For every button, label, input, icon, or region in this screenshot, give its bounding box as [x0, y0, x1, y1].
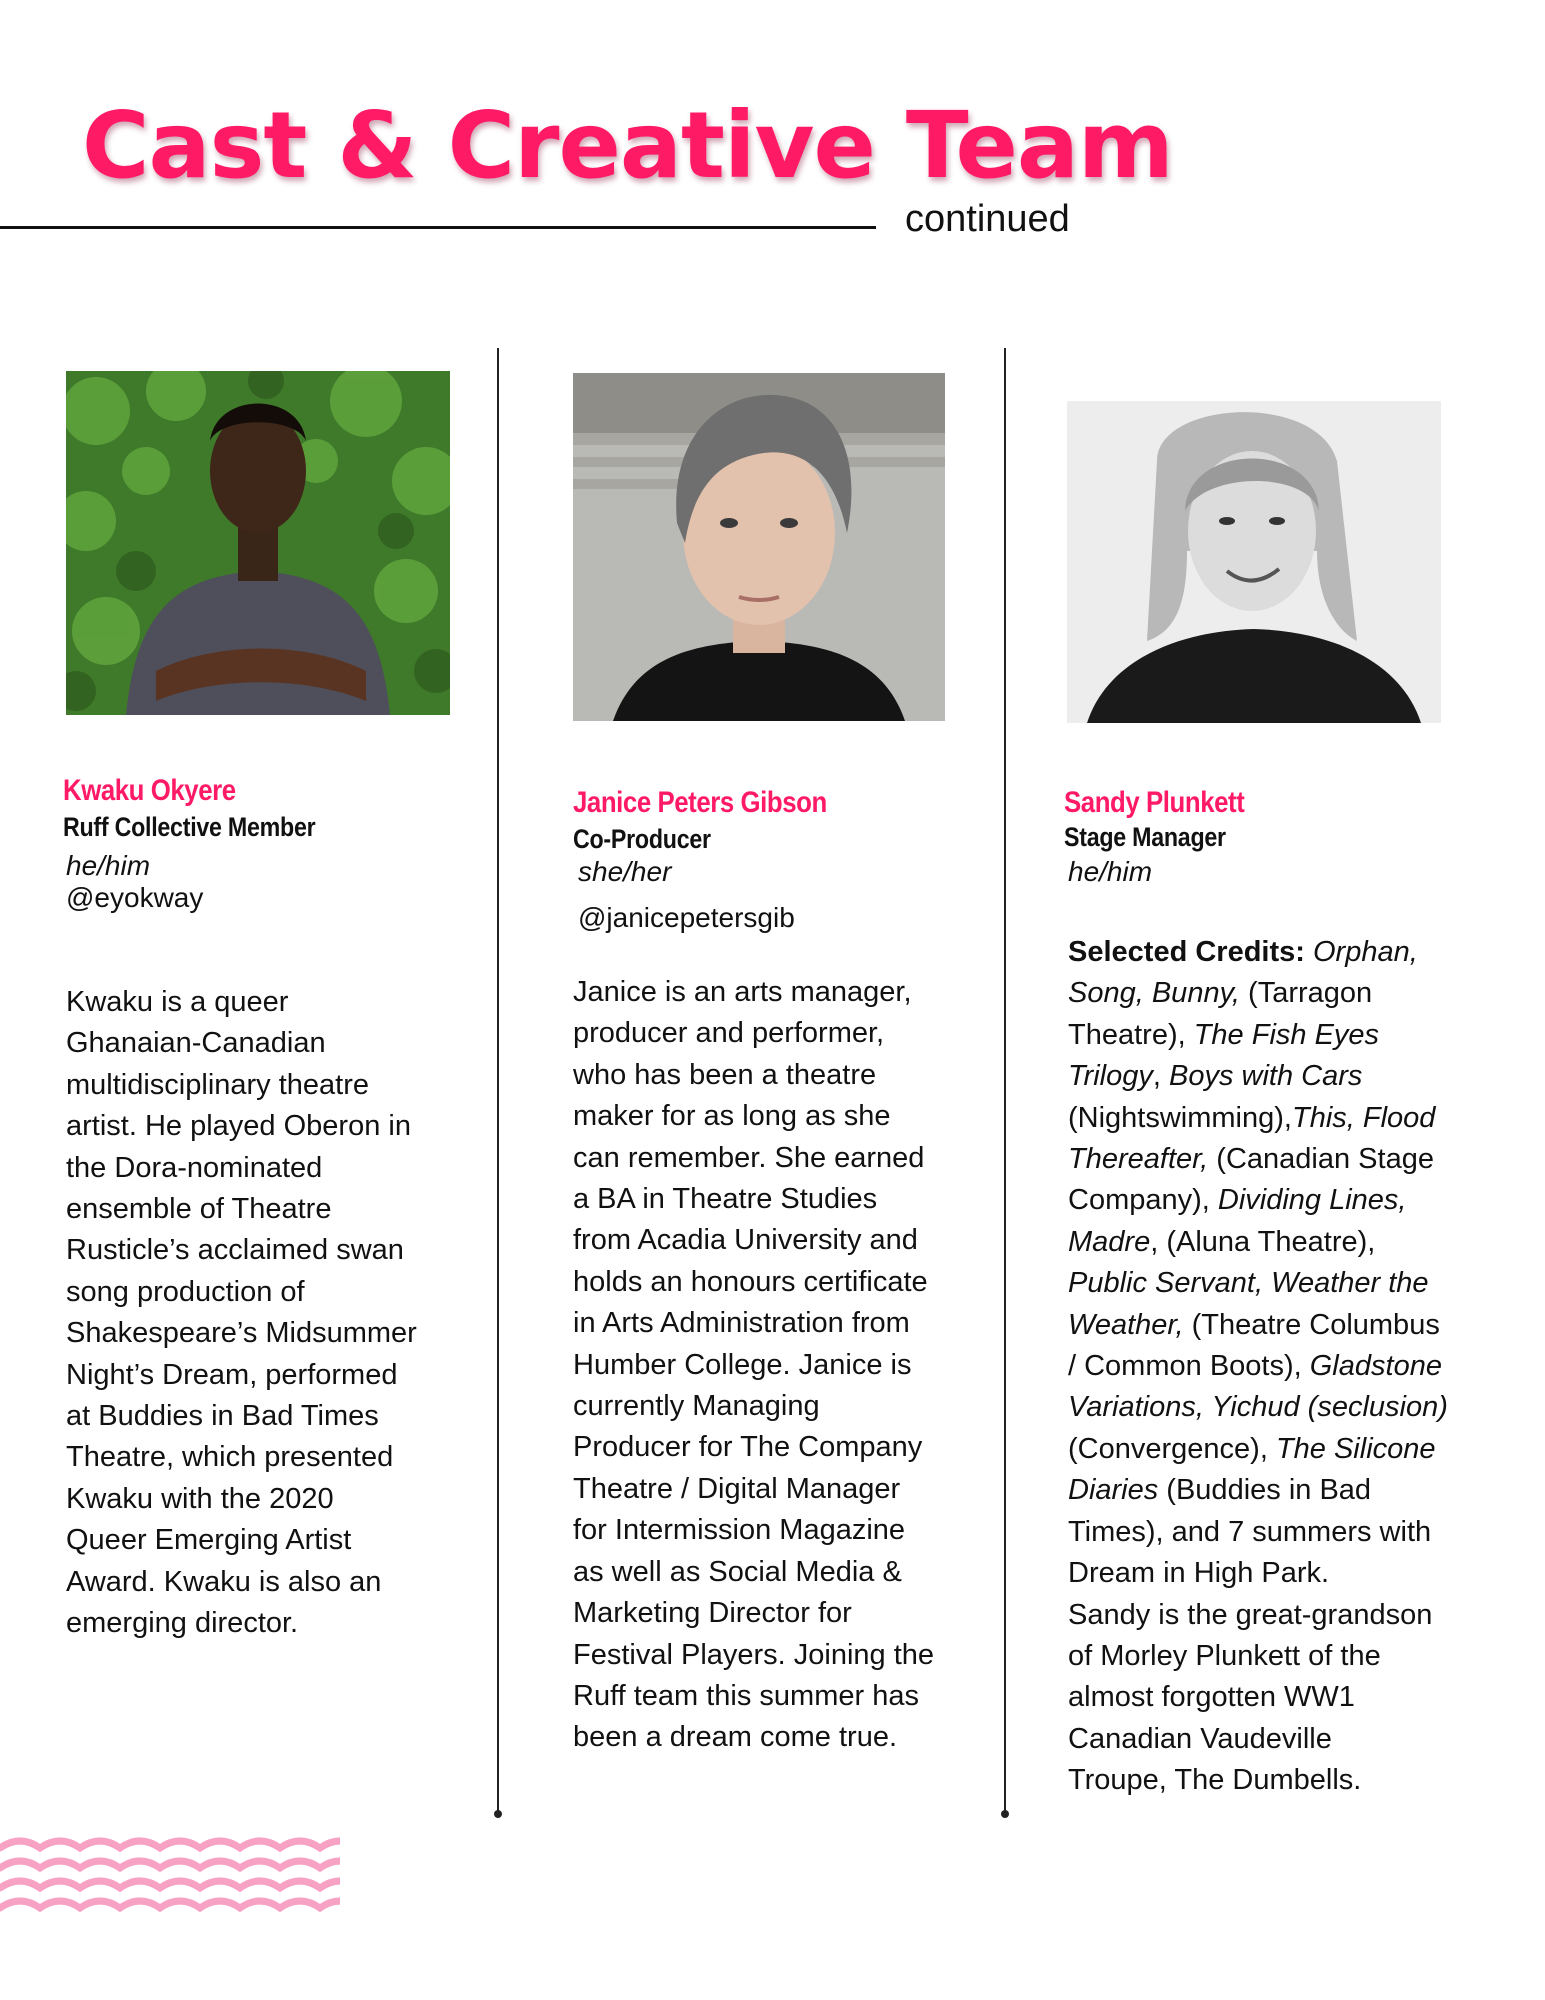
bio-line: from Acadia University and	[573, 1224, 918, 1257]
bio-line: been a dream come true.	[573, 1721, 898, 1754]
wave-stroke	[0, 1841, 340, 1848]
bio-line: Kwaku is a queer	[66, 986, 289, 1018]
decorative-wave	[0, 1830, 340, 1930]
member-credits	[1068, 932, 1508, 1802]
credit-title: Madre	[1068, 1225, 1151, 1258]
credits-line	[1068, 973, 1508, 1014]
bio-line: currently Managing	[573, 1390, 820, 1423]
credits-line	[1068, 1719, 1508, 1760]
credit-text: (Theatre Columbus	[1183, 1308, 1440, 1341]
credits-line	[1068, 1636, 1508, 1677]
bio-line: a BA in Theatre Studies	[573, 1183, 878, 1216]
janice-portrait-photo	[573, 373, 945, 721]
member-name: Kwaku Okyere	[63, 774, 236, 807]
credit-text: (Nightswimming),	[1068, 1101, 1292, 1134]
bio-line: holds an honours certificate	[573, 1265, 928, 1298]
credit-text: ,	[1152, 1060, 1169, 1093]
bio-line: Ghanaian-Canadian	[66, 1027, 326, 1060]
credits-label: Selected Credits:	[1068, 936, 1313, 968]
credit-title: Song, Bunny,	[1068, 977, 1240, 1010]
credits-line	[1068, 1015, 1508, 1056]
bio-line: Ruff team this summer has	[573, 1679, 919, 1712]
credit-text: (Convergence),	[1068, 1432, 1276, 1465]
bio-line: Rusticle’s acclaimed swan	[66, 1234, 404, 1267]
credit-title: Diaries	[1068, 1474, 1159, 1507]
member-social-handle: @eyokway	[66, 882, 204, 913]
bio-line: song production of	[66, 1275, 305, 1308]
credits-line	[1068, 1553, 1508, 1594]
credits-line	[1068, 1346, 1508, 1387]
credit-text: Theatre),	[1068, 1018, 1194, 1051]
credit-title: Orphan,	[1312, 936, 1418, 968]
bio-line: Award. Kwaku is also an	[66, 1565, 382, 1598]
bio-line: at Buddies in Bad Times	[66, 1400, 379, 1433]
credit-text: Canadian Vaudeville	[1068, 1722, 1332, 1755]
member-pronouns: he/him	[66, 850, 151, 881]
credit-text: Company),	[1068, 1184, 1218, 1217]
credit-text: Dream in High Park.	[1068, 1557, 1330, 1590]
bio-line: Kwaku with the 2020	[66, 1482, 334, 1515]
bio-line: Night’s Dream, performed	[66, 1358, 398, 1391]
credits-line	[1068, 1180, 1508, 1221]
bio-line: who has been a theatre	[573, 1058, 877, 1091]
credit-text: , (Aluna Theatre),	[1150, 1225, 1376, 1258]
member-role: Co-Producer	[573, 824, 711, 854]
credits-line	[1068, 1139, 1508, 1180]
credit-title: This, Flood	[1291, 1101, 1436, 1134]
member-pronouns: he/him	[1068, 856, 1153, 887]
bio-line: ensemble of Theatre	[66, 1193, 332, 1226]
credit-text: Times), and 7 summers with	[1068, 1515, 1432, 1548]
kwaku-portrait-photo	[66, 371, 450, 715]
credit-text: almost forgotten WW1	[1068, 1681, 1355, 1714]
credits-line	[1068, 1470, 1508, 1511]
member-name: Sandy Plunkett	[1064, 786, 1245, 819]
bio-line: Festival Players. Joining the	[573, 1638, 935, 1671]
credit-text: of Morley Plunkett of the	[1068, 1639, 1381, 1672]
divider-end-dot	[1001, 1810, 1009, 1818]
credit-text: (Tarragon	[1239, 977, 1373, 1010]
credit-title: Thereafter,	[1068, 1143, 1209, 1176]
bio-line: Theatre / Digital Manager	[573, 1472, 901, 1505]
member-name: Janice Peters Gibson	[573, 786, 827, 819]
page-title: Cast & Creative Team	[82, 92, 1173, 199]
member-bio	[573, 972, 993, 1759]
credits-line	[1068, 1387, 1508, 1428]
sandy-portrait-photo	[1067, 401, 1441, 723]
bio-line: Marketing Director for	[573, 1597, 852, 1630]
bio-line: artist. He played Oberon in	[66, 1110, 411, 1143]
credit-title: Dividing Lines,	[1217, 1184, 1407, 1217]
credits-line	[1068, 932, 1508, 973]
credits-line	[1068, 1263, 1508, 1304]
credit-title: Gladstone	[1309, 1350, 1442, 1383]
column-divider-left	[497, 348, 499, 1814]
bio-line: for Intermission Magazine	[573, 1514, 906, 1547]
member-role: Ruff Collective Member	[63, 812, 316, 842]
credit-text: Troupe, The Dumbells.	[1068, 1764, 1362, 1797]
member-bio	[66, 982, 486, 1645]
credits-line	[1068, 1098, 1508, 1139]
bio-line: in Arts Administration from	[573, 1307, 910, 1340]
bio-line: emerging director.	[66, 1607, 299, 1640]
credit-title: Public Servant, Weather the	[1068, 1267, 1429, 1300]
bio-line: Humber College. Janice is	[573, 1348, 912, 1381]
bio-line: can remember. She earned	[573, 1141, 925, 1174]
credits-line	[1068, 1305, 1508, 1346]
divider-end-dot	[494, 1810, 502, 1818]
header-rule	[0, 226, 876, 229]
credit-text: (Buddies in Bad	[1158, 1474, 1372, 1507]
credits-line	[1068, 1512, 1508, 1553]
member-role: Stage Manager	[1064, 822, 1226, 852]
wave-stroke	[0, 1861, 340, 1868]
page-subtitle: continued	[905, 198, 1070, 240]
wave-stroke	[0, 1881, 340, 1888]
member-social-handle: @janicepetersgib	[578, 902, 795, 933]
column-divider-right	[1004, 348, 1006, 1814]
credit-text: (Canadian Stage	[1208, 1143, 1434, 1176]
credit-title: The Fish Eyes	[1193, 1018, 1380, 1051]
bio-line: Janice is an arts manager,	[573, 976, 912, 1008]
credit-text: Sandy is the great-grandson	[1068, 1598, 1433, 1631]
bio-line: as well as Social Media &	[573, 1555, 902, 1588]
credits-line	[1068, 1056, 1508, 1097]
credit-text: / Common Boots),	[1068, 1350, 1310, 1383]
bio-line: Producer for The Company	[573, 1431, 923, 1464]
credits-line	[1068, 1595, 1508, 1636]
bio-line: the Dora-nominated	[66, 1151, 323, 1184]
bio-line: Shakespeare’s Midsummer	[66, 1317, 417, 1350]
credits-line	[1068, 1429, 1508, 1470]
credit-title: Weather,	[1068, 1308, 1184, 1341]
credit-title: The Silicone	[1275, 1432, 1436, 1465]
credits-line	[1068, 1677, 1508, 1718]
credits-line	[1068, 1222, 1508, 1263]
credit-title: Trilogy	[1068, 1060, 1153, 1093]
bio-line: producer and performer,	[573, 1017, 885, 1050]
bio-line: multidisciplinary theatre	[66, 1068, 370, 1101]
wave-stroke	[0, 1901, 340, 1908]
credit-title: Boys with Cars	[1169, 1060, 1363, 1093]
bio-line: Queer Emerging Artist	[66, 1524, 352, 1557]
member-pronouns: she/her	[578, 856, 672, 887]
bio-line: maker for as long as she	[573, 1100, 891, 1133]
credits-line	[1068, 1760, 1508, 1801]
credit-title: Variations, Yichud (seclusion)	[1068, 1391, 1448, 1424]
bio-line: Theatre, which presented	[66, 1441, 394, 1474]
